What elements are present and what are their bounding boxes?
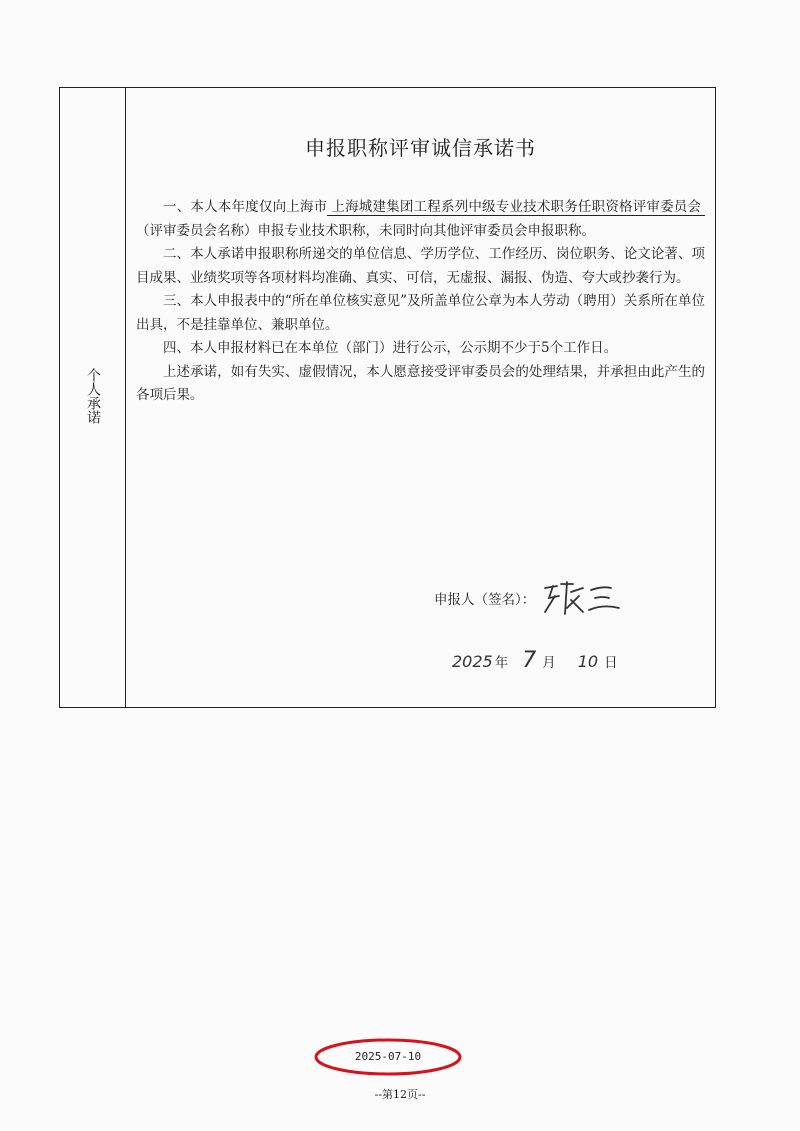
paragraph-1-tail: （评审委员会名称）申报专业技术职称，未同时向其他评审委员会申报职称。 [136, 222, 595, 239]
paragraph-2: 二、本人承诺申报职称所递交的单位信息、学历学位、工作经历、岗位职务、论文论著、项目成果、业绩奖项等各项材料均准确、真实、可信，无虚报、漏报、伪造、夸大或抄袭行为。 [136, 246, 705, 286]
day-handwritten: 10 [577, 652, 599, 671]
paragraph-4: 四、本人申报材料已在本单位（部门）进行公示，公示期不少于5个工作日。 [163, 340, 618, 356]
side-label: 个人承诺 [85, 368, 101, 424]
committee-name-fill: 上海城建集团工程系列中级专业技术职务任职资格评审委员会 [327, 199, 705, 216]
month-handwritten: 7 [522, 648, 537, 673]
day-label: 日 [604, 655, 618, 671]
date-row [452, 648, 618, 673]
side-column [60, 88, 126, 707]
commitment-table [59, 87, 716, 708]
date-stamp [313, 1037, 463, 1077]
commitment-body [136, 196, 705, 408]
stamp-date-text: 2025-07-10 [354, 1050, 422, 1063]
paragraph-1-lead: 一、本人本年度仅向上海市 [163, 199, 328, 215]
month-label: 月 [542, 655, 556, 671]
paragraph-1 [136, 196, 705, 243]
document-title: 申报职称评审诚信承诺书 [305, 136, 536, 160]
paragraph-5: 上述承诺，如有失实、虚假情况，本人愿意接受评审委员会的处理结果，并承担由此产生的各项后果。 [136, 363, 705, 403]
signature-label: 申报人（签名）： [434, 592, 536, 608]
content-cell [126, 88, 715, 707]
handwritten-signature [539, 578, 629, 618]
paragraph-3: 三、本人申报表中的“所在单位核实意见”及所盖单位公章为本人劳动（聘用）关系所在单位出具，不是挂靠单位、兼职单位。 [136, 293, 705, 333]
year-label: 年 [494, 655, 509, 671]
year-handwritten: 2025 [452, 652, 493, 671]
signature-row [434, 578, 629, 618]
page-number: --第12页-- [374, 1088, 426, 1101]
